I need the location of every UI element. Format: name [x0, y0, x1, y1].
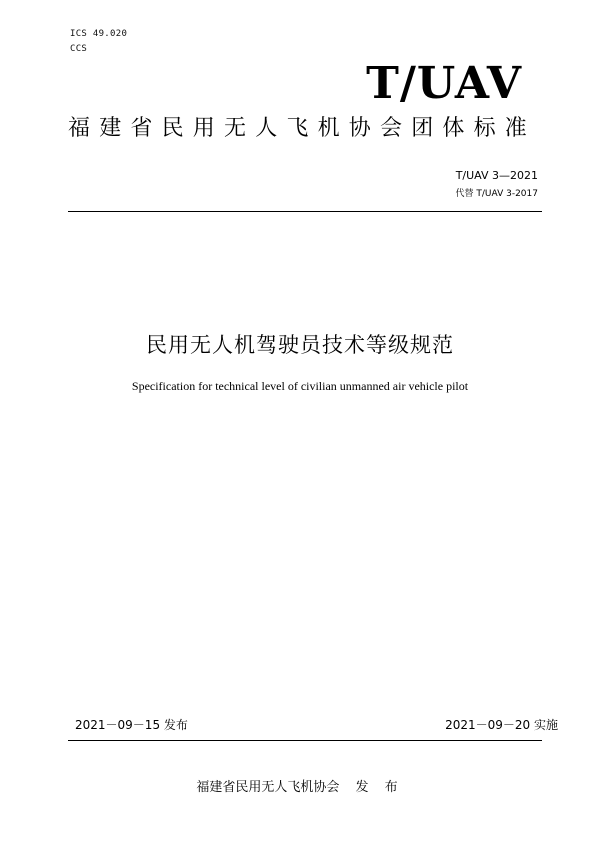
replaces-note: 代替 T/UAV 3-2017 [455, 189, 538, 199]
issue-date: 2021－09－15 发布 [75, 718, 188, 732]
standard-number: T/UAV 3—2021 [455, 169, 538, 182]
publisher-line [0, 776, 600, 795]
ics-code: ICS 49.020 [70, 29, 128, 39]
standard-logo: T/UAV [366, 58, 522, 109]
document-title-english: Specification for technical level of civilian unmanned air vehicle pilot [131, 379, 469, 393]
publish-verb: 发 布 [355, 780, 404, 795]
ccs-code: CCS [70, 44, 88, 54]
org-standard-title: 福建省民用无人飞机协会团体标准 [68, 116, 537, 141]
publisher-name: 福建省民用无人飞机协会 [196, 780, 340, 795]
top-divider [68, 211, 542, 212]
implementation-date: 2021－09－20 实施 [445, 718, 558, 732]
document-title-chinese: 民用无人机驾驶员技术等级规范 [146, 333, 454, 357]
bottom-divider [68, 740, 542, 741]
